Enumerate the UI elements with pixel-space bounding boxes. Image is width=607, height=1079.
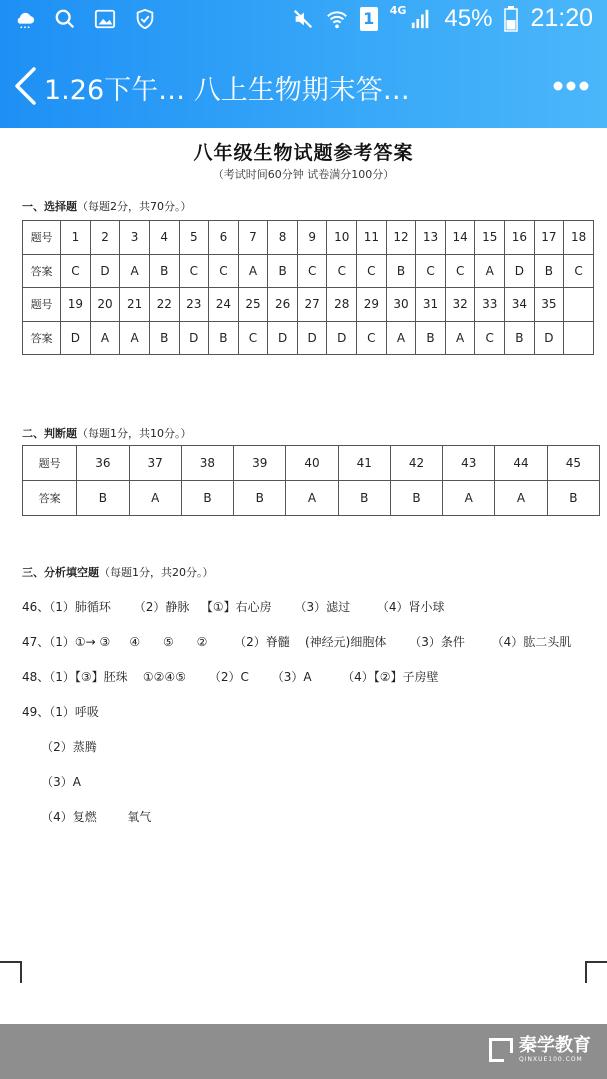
section3-heading — [22, 564, 214, 580]
table-cell: 17 — [534, 221, 564, 255]
row-label: 题号 — [23, 288, 61, 322]
table-cell: 29 — [357, 288, 387, 322]
table-cell: D — [327, 321, 357, 355]
answer-line: 48、（1）【③】胚珠 ①②④⑤ （2）C （3）A （4）【②】子房壁 — [22, 670, 439, 684]
page-corner-mark-right — [585, 961, 607, 983]
answer-line: （4）复燃 氧气 — [22, 810, 152, 824]
table-cell: 11 — [357, 221, 387, 255]
row-label: 题号 — [23, 221, 61, 255]
table-cell: 20 — [90, 288, 120, 322]
clock: 21:20 — [530, 4, 593, 32]
table-cell: B — [149, 254, 179, 288]
section2-heading-bold: 二、判断题 — [22, 427, 77, 440]
table-cell: A — [120, 254, 150, 288]
shield-icon — [134, 8, 156, 30]
sim-icon: 1 — [360, 7, 378, 31]
table-cell: 18 — [564, 221, 594, 255]
table-cell: A — [475, 254, 505, 288]
answer-row — [23, 481, 600, 516]
table-cell: D — [90, 254, 120, 288]
table-cell: A — [90, 321, 120, 355]
table-cell: D — [505, 254, 535, 288]
table-cell: 33 — [475, 288, 505, 322]
section2-heading-rest: （每题1分，共10分。） — [77, 427, 192, 440]
table-cell: C — [475, 321, 505, 355]
row-label: 答案 — [23, 254, 61, 288]
table-cell: 23 — [179, 288, 209, 322]
table-cell: 16 — [505, 221, 535, 255]
table-cell: 42 — [390, 446, 442, 481]
table-cell: B — [234, 481, 286, 516]
answer-row — [23, 321, 594, 355]
document-view[interactable] — [0, 128, 607, 1024]
question-number-row — [23, 221, 594, 255]
table-cell: D — [534, 321, 564, 355]
row-label: 答案 — [23, 481, 77, 516]
table-cell: 30 — [386, 288, 416, 322]
table-cell: A — [286, 481, 338, 516]
section2-heading — [22, 425, 192, 441]
footer-bar — [0, 1024, 607, 1079]
table-cell: C — [179, 254, 209, 288]
question-number-row — [23, 288, 594, 322]
table-cell: 35 — [534, 288, 564, 322]
question-number-row — [23, 446, 600, 481]
choice-answer-table — [22, 220, 594, 355]
battery-percent: 45% — [444, 4, 493, 32]
table-cell: 15 — [475, 221, 505, 255]
table-cell: C — [357, 321, 387, 355]
brand-url: QINXUE100.COM — [519, 1056, 583, 1063]
more-dots-icon[interactable] — [553, 80, 589, 92]
table-cell: B — [77, 481, 129, 516]
table-cell: A — [445, 321, 475, 355]
weather-cloud-icon — [14, 8, 36, 30]
table-cell: 34 — [505, 288, 535, 322]
table-cell: 28 — [327, 288, 357, 322]
row-label: 答案 — [23, 321, 61, 355]
table-cell: A — [443, 481, 495, 516]
table-cell: D — [61, 321, 91, 355]
table-cell: 8 — [268, 221, 298, 255]
answer-line: （2）蒸腾 — [22, 740, 97, 754]
table-cell: A — [386, 321, 416, 355]
table-cell: 6 — [209, 221, 239, 255]
table-cell: 1 — [61, 221, 91, 255]
section1-heading-rest: （每题2分，共70分。） — [77, 200, 192, 213]
answer-line: 46、（1）肺循环 （2）静脉 【①】右心房 （3）滤过 （4）肾小球 — [22, 600, 445, 614]
table-cell: C — [416, 254, 446, 288]
table-cell: 12 — [386, 221, 416, 255]
document-title: 八年级生物试题参考答案 — [193, 142, 414, 164]
table-cell: 4 — [149, 221, 179, 255]
page-corner-mark-left — [0, 961, 22, 983]
table-cell: C — [327, 254, 357, 288]
table-cell: 2 — [90, 221, 120, 255]
table-cell: 22 — [149, 288, 179, 322]
table-cell: A — [238, 254, 268, 288]
page-title: 1.26下午… 八上生物期末答… — [44, 75, 410, 106]
table-cell: B — [338, 481, 390, 516]
table-cell: 31 — [416, 288, 446, 322]
table-cell: 39 — [234, 446, 286, 481]
answer-row — [23, 254, 594, 288]
brand-logo — [489, 1036, 591, 1063]
qinxue-logo-icon — [489, 1038, 513, 1062]
table-cell: 26 — [268, 288, 298, 322]
table-cell: C — [357, 254, 387, 288]
table-cell: C — [238, 321, 268, 355]
table-cell: 45 — [547, 446, 599, 481]
table-cell: 14 — [445, 221, 475, 255]
table-cell: B — [268, 254, 298, 288]
table-cell: C — [297, 254, 327, 288]
table-cell: 10 — [327, 221, 357, 255]
table-cell: 9 — [297, 221, 327, 255]
table-cell: B — [181, 481, 233, 516]
network-type: 4G — [389, 4, 407, 17]
table-cell: 41 — [338, 446, 390, 481]
gallery-icon — [94, 8, 116, 30]
table-cell: A — [129, 481, 181, 516]
table-cell: 32 — [445, 288, 475, 322]
table-cell: C — [209, 254, 239, 288]
table-cell: 44 — [495, 446, 547, 481]
table-cell: 43 — [443, 446, 495, 481]
table-cell: 13 — [416, 221, 446, 255]
table-cell: D — [268, 321, 298, 355]
table-cell: B — [149, 321, 179, 355]
battery-icon — [504, 6, 518, 32]
search-icon — [54, 8, 76, 30]
table-cell: D — [297, 321, 327, 355]
section3-heading-bold: 三、分析填空题 — [22, 566, 99, 579]
table-cell: C — [564, 254, 594, 288]
table-cell: B — [534, 254, 564, 288]
table-cell: 19 — [61, 288, 91, 322]
table-cell: B — [390, 481, 442, 516]
judge-answer-table — [22, 445, 600, 516]
table-cell: C — [61, 254, 91, 288]
title-bar — [0, 54, 607, 118]
table-cell — [564, 288, 594, 322]
table-cell: 36 — [77, 446, 129, 481]
table-cell: 24 — [209, 288, 239, 322]
table-cell: D — [179, 321, 209, 355]
row-label: 题号 — [23, 446, 77, 481]
table-cell: A — [120, 321, 150, 355]
wifi-icon — [326, 8, 348, 30]
table-cell: 38 — [181, 446, 233, 481]
table-cell: 27 — [297, 288, 327, 322]
answer-line: 47、（1）①→ ③ ④ ⑤ ② （2）脊髓 (神经元)细胞体 （3）条件 （4）肱二头肌 — [22, 635, 572, 649]
answer-line: （3）A — [22, 775, 81, 789]
table-cell: 37 — [129, 446, 181, 481]
brand-name: 秦学教育 — [519, 1035, 591, 1056]
table-cell: 40 — [286, 446, 338, 481]
table-cell: B — [209, 321, 239, 355]
table-cell: 5 — [179, 221, 209, 255]
table-cell: 25 — [238, 288, 268, 322]
mute-icon — [292, 8, 314, 30]
section1-heading — [22, 198, 192, 214]
table-cell: 3 — [120, 221, 150, 255]
chevron-left-icon[interactable] — [12, 66, 38, 106]
section1-heading-bold: 一、选择题 — [22, 200, 77, 213]
section3-heading-rest: （每题1分，共20分。） — [99, 566, 214, 579]
signal-icon — [410, 8, 432, 30]
table-cell: B — [416, 321, 446, 355]
table-cell: 7 — [238, 221, 268, 255]
answer-line: 49、（1）呼吸 — [22, 705, 99, 719]
table-cell: B — [505, 321, 535, 355]
table-cell: B — [547, 481, 599, 516]
table-cell: B — [386, 254, 416, 288]
table-cell — [564, 321, 594, 355]
table-cell: 21 — [120, 288, 150, 322]
status-bar — [0, 0, 607, 42]
document-subtitle: （考试时间60分钟 试卷满分100分） — [212, 168, 395, 181]
table-cell: C — [445, 254, 475, 288]
table-cell: A — [495, 481, 547, 516]
top-app-bar — [0, 0, 607, 128]
